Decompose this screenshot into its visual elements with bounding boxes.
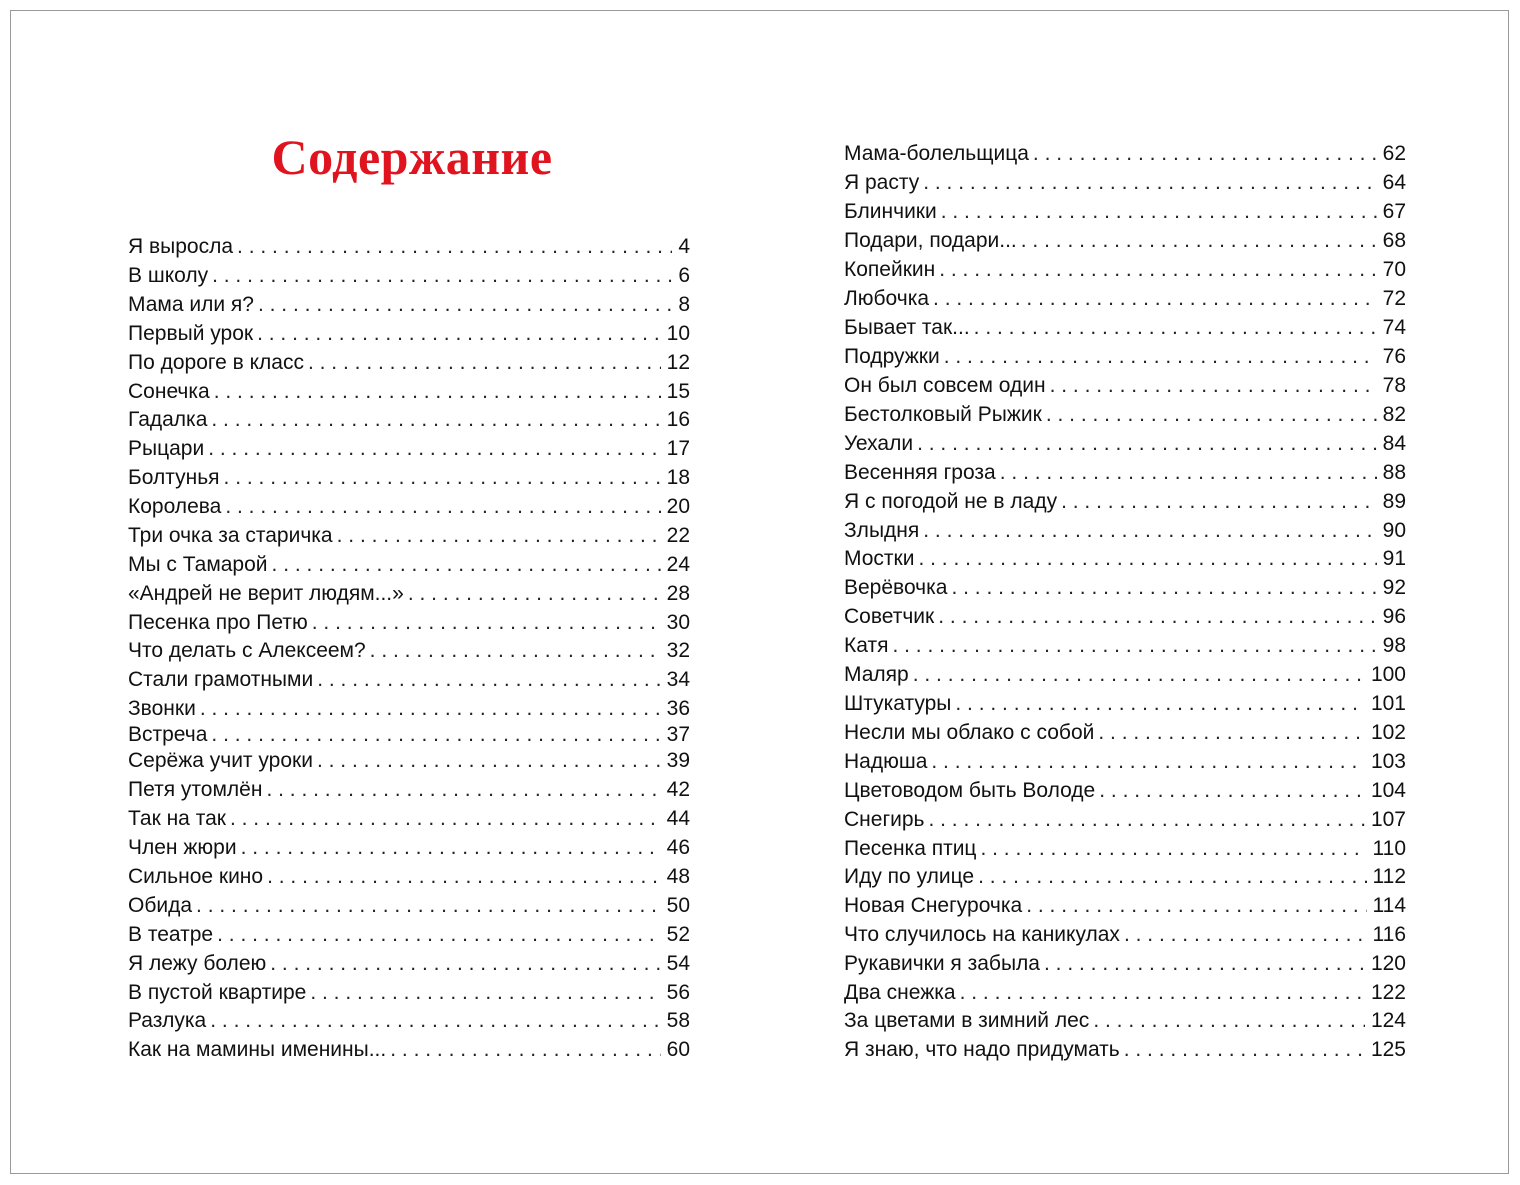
dot-leader — [1050, 372, 1377, 400]
toc-entry[interactable] — [844, 285, 1406, 313]
toc-entry[interactable] — [128, 1007, 690, 1035]
dot-leader — [272, 551, 661, 579]
toc-entry-title: Рукавички я забыла — [844, 952, 1040, 975]
dot-leader — [230, 805, 661, 833]
toc-entry[interactable] — [844, 372, 1406, 400]
toc-entry-title: Цветоводом быть Володе — [844, 779, 1096, 802]
dot-leader — [938, 603, 1376, 631]
toc-entry-page: 58 — [666, 1009, 690, 1032]
dot-leader — [214, 378, 661, 406]
dot-leader — [1098, 719, 1365, 747]
toc-entry-title: Королева — [128, 495, 222, 518]
toc-entry-page: 76 — [1382, 345, 1406, 368]
toc-entry[interactable] — [128, 522, 690, 550]
toc-entry-title: Подружки — [844, 345, 940, 368]
toc-entry[interactable] — [128, 609, 690, 637]
dot-leader — [241, 834, 661, 862]
toc-entry-page: 89 — [1382, 490, 1406, 513]
toc-entry-page: 114 — [1372, 894, 1406, 917]
toc-entry-page: 39 — [666, 749, 690, 772]
toc-entry-page: 8 — [678, 293, 690, 316]
toc-entry-title: Песенка про Петю — [128, 611, 308, 634]
toc-entry-title: Три очка за старичка — [128, 524, 333, 547]
dot-leader — [951, 574, 1376, 602]
toc-entry-title: Верёвочка — [844, 576, 948, 599]
toc-entry-page: 96 — [1382, 605, 1406, 628]
dot-leader — [225, 493, 660, 521]
dot-leader — [196, 892, 661, 920]
toc-entry-page: 37 — [666, 723, 690, 746]
toc-entry[interactable] — [844, 950, 1406, 978]
toc-entry-title: Несли мы облако с собой — [844, 721, 1095, 744]
toc-entry[interactable] — [128, 637, 690, 665]
dot-leader — [918, 545, 1376, 573]
toc-entry[interactable] — [844, 314, 1406, 342]
toc-entry[interactable] — [844, 169, 1406, 197]
toc-entry-page: 74 — [1382, 316, 1406, 339]
toc-entry-page: 22 — [666, 524, 690, 547]
dot-leader — [1026, 892, 1366, 920]
toc-entry-page: 68 — [1382, 229, 1406, 252]
dot-leader — [312, 609, 661, 637]
toc-entry-page: 103 — [1370, 750, 1406, 773]
toc-entry-title: Мы с Тамарой — [128, 553, 268, 576]
dot-leader — [1093, 1007, 1365, 1035]
toc-entry-page: 46 — [666, 836, 690, 859]
toc-entry[interactable] — [844, 574, 1406, 602]
dot-leader — [258, 291, 672, 319]
toc-entry[interactable] — [128, 349, 690, 377]
toc-entry-title: Петя утомлён — [128, 778, 263, 801]
dot-leader — [310, 979, 660, 1007]
toc-entry-page: 70 — [1382, 258, 1406, 281]
dot-leader — [408, 580, 661, 608]
dot-leader — [1046, 401, 1377, 429]
dot-leader — [1099, 777, 1365, 805]
toc-entry-page: 112 — [1372, 865, 1406, 888]
toc-entry-title: Штукатуры — [844, 692, 952, 715]
toc-entry-page: 18 — [666, 466, 690, 489]
toc-entry[interactable] — [844, 1007, 1406, 1035]
toc-entry-title: Стали грамотными — [128, 668, 314, 691]
toc-entry-title: Мама-болельщица — [844, 142, 1029, 165]
toc-entry[interactable] — [128, 406, 690, 434]
toc-entry-page: 4 — [678, 235, 690, 258]
toc-entry-title: Я лежу болею — [128, 952, 267, 975]
toc-entry-title: Маляр — [844, 663, 909, 686]
toc-entry[interactable] — [128, 378, 690, 406]
toc-entry-title: Как на мамины именины... — [128, 1038, 387, 1061]
dot-leader — [308, 349, 661, 377]
toc-entry-page: 98 — [1382, 634, 1406, 657]
toc-entry-page: 102 — [1370, 721, 1406, 744]
toc-entry[interactable] — [844, 748, 1406, 776]
dot-leader — [266, 776, 660, 804]
dot-leader — [224, 464, 661, 492]
toc-entry[interactable] — [844, 256, 1406, 284]
dot-leader — [200, 695, 661, 723]
dot-leader — [1044, 950, 1365, 978]
toc-entry[interactable] — [128, 1036, 690, 1064]
toc-entry-page: 107 — [1370, 808, 1406, 831]
toc-entry[interactable] — [844, 198, 1406, 226]
toc-entry[interactable] — [128, 695, 690, 723]
toc-entry-page: 72 — [1382, 287, 1406, 310]
toc-entry-title: Я расту — [844, 171, 920, 194]
toc-entry[interactable] — [128, 233, 690, 261]
toc-entry-title: Встреча — [128, 723, 208, 746]
toc-entry-page: 110 — [1372, 837, 1406, 860]
toc-entry[interactable] — [128, 320, 690, 348]
toc-entry[interactable] — [128, 262, 690, 290]
toc-entry[interactable] — [844, 835, 1406, 863]
dot-leader — [928, 806, 1365, 834]
toc-entry-page: 101 — [1370, 692, 1406, 715]
toc-entry-title: Бывает так... — [844, 316, 970, 339]
toc-entry-page: 28 — [666, 582, 690, 605]
toc-entry-title: Сонечка — [128, 380, 210, 403]
toc-entry-title: В театре — [128, 923, 214, 946]
dot-leader — [257, 320, 661, 348]
toc-entry-page: 10 — [666, 322, 690, 345]
toc-entry-page: 124 — [1370, 1009, 1406, 1032]
toc-entry-page: 88 — [1382, 461, 1406, 484]
toc-entry-title: Советчик — [844, 605, 935, 628]
toc-entry-title: В школу — [128, 264, 209, 287]
toc-entry-title: Любочка — [844, 287, 930, 310]
toc-entry-page: 24 — [666, 553, 690, 576]
toc-entry[interactable] — [844, 459, 1406, 487]
toc-entry-page: 120 — [1370, 952, 1406, 975]
toc-entry-page: 82 — [1382, 403, 1406, 426]
toc-entry[interactable] — [128, 892, 690, 920]
toc-entry-title: Обида — [128, 894, 193, 917]
toc-entry-title: Два снежка — [844, 981, 956, 1004]
toc-entry-page: 62 — [1382, 142, 1406, 165]
toc-entry[interactable] — [128, 747, 690, 775]
toc-entry[interactable] — [844, 227, 1406, 255]
toc-entry-page: 104 — [1370, 779, 1406, 802]
toc-entry[interactable] — [128, 435, 690, 463]
dot-leader — [960, 979, 1365, 1007]
dot-leader — [1033, 140, 1377, 168]
dot-leader — [923, 517, 1376, 545]
toc-entry[interactable] — [844, 661, 1406, 689]
toc-entry-page: 20 — [666, 495, 690, 518]
toc-entry[interactable] — [128, 950, 690, 978]
toc-entry-page: 84 — [1382, 432, 1406, 455]
toc-entry[interactable] — [128, 666, 690, 694]
toc-entry-title: Звонки — [128, 697, 196, 720]
toc-entry-page: 54 — [666, 952, 690, 975]
dot-leader — [317, 747, 661, 775]
toc-entry-page: 125 — [1370, 1038, 1406, 1061]
toc-entry-title: Я с погодой не в ладу — [844, 490, 1058, 513]
toc-entry[interactable] — [128, 776, 690, 804]
dot-leader — [1124, 1036, 1365, 1064]
toc-entry[interactable] — [844, 806, 1406, 834]
toc-entry-page: 91 — [1382, 547, 1406, 570]
toc-entry[interactable] — [128, 493, 690, 521]
toc-entry[interactable] — [844, 719, 1406, 747]
toc-entry-title: Песенка птиц — [844, 837, 977, 860]
dot-leader — [208, 435, 660, 463]
toc-entry-title: Мостки — [844, 547, 915, 570]
toc-entry-page: 34 — [666, 668, 690, 691]
dot-leader — [210, 1007, 660, 1035]
toc-entry[interactable] — [844, 892, 1406, 920]
dot-leader — [941, 198, 1377, 226]
dot-leader — [211, 406, 660, 434]
toc-entry[interactable] — [128, 834, 690, 862]
toc-entry[interactable] — [128, 863, 690, 891]
dot-leader — [955, 690, 1365, 718]
toc-entry-page: 6 — [678, 264, 690, 287]
toc-entry-page: 36 — [666, 697, 690, 720]
toc-entry-title: Член жюри — [128, 836, 237, 859]
toc-entry[interactable] — [128, 805, 690, 833]
dot-leader — [980, 835, 1366, 863]
toc-entry-page: 52 — [666, 923, 690, 946]
toc-entry-title: Подари, подари... — [844, 229, 1017, 252]
toc-entry-page: 60 — [666, 1038, 690, 1061]
toc-entry-page: 16 — [666, 408, 690, 431]
toc-entry-title: Бестолковый Рыжик — [844, 403, 1042, 426]
toc-entry-page: 78 — [1382, 374, 1406, 397]
toc-entry-title: Я выросла — [128, 235, 234, 258]
toc-entry-title: Серёжа учит уроки — [128, 749, 313, 772]
toc-entry-page: 30 — [666, 611, 690, 634]
toc-entry-page: 44 — [666, 807, 690, 830]
dot-leader — [270, 950, 660, 978]
dot-leader — [1124, 921, 1367, 949]
dot-leader — [931, 748, 1365, 776]
toc-entry-title: Блинчики — [844, 200, 937, 223]
toc-entry-title: Так на так — [128, 807, 226, 830]
toc-entry-title: Что делать с Алексеем? — [128, 639, 366, 662]
page-title: Содержание — [271, 129, 553, 185]
toc-entry[interactable] — [844, 632, 1406, 660]
dot-leader — [892, 632, 1376, 660]
toc-entry[interactable] — [128, 551, 690, 579]
toc-entry[interactable] — [844, 545, 1406, 573]
toc-entry[interactable] — [844, 863, 1406, 891]
toc-entry-title: Иду по улице — [844, 865, 975, 888]
dot-leader — [1021, 227, 1377, 255]
dot-leader — [317, 666, 660, 694]
toc-entry[interactable] — [128, 464, 690, 492]
dot-leader — [939, 256, 1376, 284]
toc-entry-title: Гадалка — [128, 408, 208, 431]
dot-leader — [944, 343, 1377, 371]
toc-entry-page: 122 — [1370, 981, 1406, 1004]
toc-entry-title: Что случилось на каникулах — [844, 923, 1120, 946]
toc-entry-title: Новая Снегурочка — [844, 894, 1023, 917]
dot-leader — [211, 721, 660, 749]
toc-entry-title: Злыдня — [844, 519, 920, 542]
toc-entry-title: Весенняя гроза — [844, 461, 996, 484]
toc-entry-title: Он был совсем один — [844, 374, 1046, 397]
toc-entry-page: 17 — [666, 437, 690, 460]
toc-entry-page: 15 — [666, 380, 690, 403]
toc-entry-page: 32 — [666, 639, 690, 662]
toc-entry[interactable] — [844, 343, 1406, 371]
toc-entry-page: 100 — [1370, 663, 1406, 686]
toc-entry-title: За цветами в зимний лес — [844, 1009, 1090, 1032]
toc-entry-title: Мама или я? — [128, 293, 254, 316]
toc-entry[interactable] — [844, 979, 1406, 1007]
toc-entry[interactable] — [844, 488, 1406, 516]
toc-entry-title: Надюша — [844, 750, 928, 773]
toc-entry[interactable] — [128, 291, 690, 319]
toc-entry[interactable] — [844, 401, 1406, 429]
dot-leader — [390, 1036, 660, 1064]
toc-entry-title: Первый урок — [128, 322, 254, 345]
toc-entry-title: Болтунья — [128, 466, 220, 489]
dot-leader — [917, 430, 1377, 458]
dot-leader — [923, 169, 1376, 197]
toc-entry-page: 48 — [666, 865, 690, 888]
dot-leader — [978, 863, 1366, 891]
toc-entry-page: 67 — [1382, 200, 1406, 223]
toc-entry-title: Разлука — [128, 1009, 207, 1032]
dot-leader — [267, 863, 661, 891]
toc-entry-title: Рыцари — [128, 437, 205, 460]
toc-entry[interactable] — [844, 603, 1406, 631]
toc-entry[interactable] — [844, 140, 1406, 168]
toc-entry-title: Уехали — [844, 432, 914, 455]
toc-entry-page: 50 — [666, 894, 690, 917]
dot-leader — [1061, 488, 1377, 516]
toc-entry-page: 56 — [666, 981, 690, 1004]
toc-entry[interactable] — [128, 721, 690, 749]
toc-entry-title: В пустой квартире — [128, 981, 307, 1004]
toc-entry-page: 90 — [1382, 519, 1406, 542]
toc-entry[interactable] — [844, 517, 1406, 545]
toc-entry[interactable] — [128, 979, 690, 1007]
toc-entry-page: 12 — [666, 351, 690, 374]
toc-entry-title: Копейкин — [844, 258, 936, 281]
dot-leader — [1000, 459, 1377, 487]
toc-entry-title: По дороге в класс — [128, 351, 304, 374]
toc-entry[interactable] — [128, 580, 690, 608]
dot-leader — [237, 233, 672, 261]
toc-entry[interactable] — [844, 1036, 1406, 1064]
toc-entry-page: 92 — [1382, 576, 1406, 599]
toc-entry[interactable] — [844, 921, 1406, 949]
toc-entry[interactable] — [844, 777, 1406, 805]
toc-entry[interactable] — [128, 921, 690, 949]
dot-leader — [933, 285, 1377, 313]
dot-leader — [913, 661, 1365, 689]
toc-entry[interactable] — [844, 690, 1406, 718]
toc-entry-title: Сильное кино — [128, 865, 264, 888]
toc-entry-title: Я знаю, что надо придумать — [844, 1038, 1120, 1061]
toc-entry-title: Катя — [844, 634, 889, 657]
dot-leader — [974, 314, 1377, 342]
toc-entry[interactable] — [844, 430, 1406, 458]
dot-leader — [217, 921, 661, 949]
toc-entry-page: 42 — [666, 778, 690, 801]
dot-leader — [370, 637, 661, 665]
toc-entry-page: 64 — [1382, 171, 1406, 194]
dot-leader — [337, 522, 661, 550]
toc-entry-title: Снегирь — [844, 808, 925, 831]
toc-entry-page: 116 — [1372, 923, 1406, 946]
dot-leader — [212, 262, 672, 290]
toc-entry-title: «Андрей не верит людям...» — [128, 582, 404, 605]
